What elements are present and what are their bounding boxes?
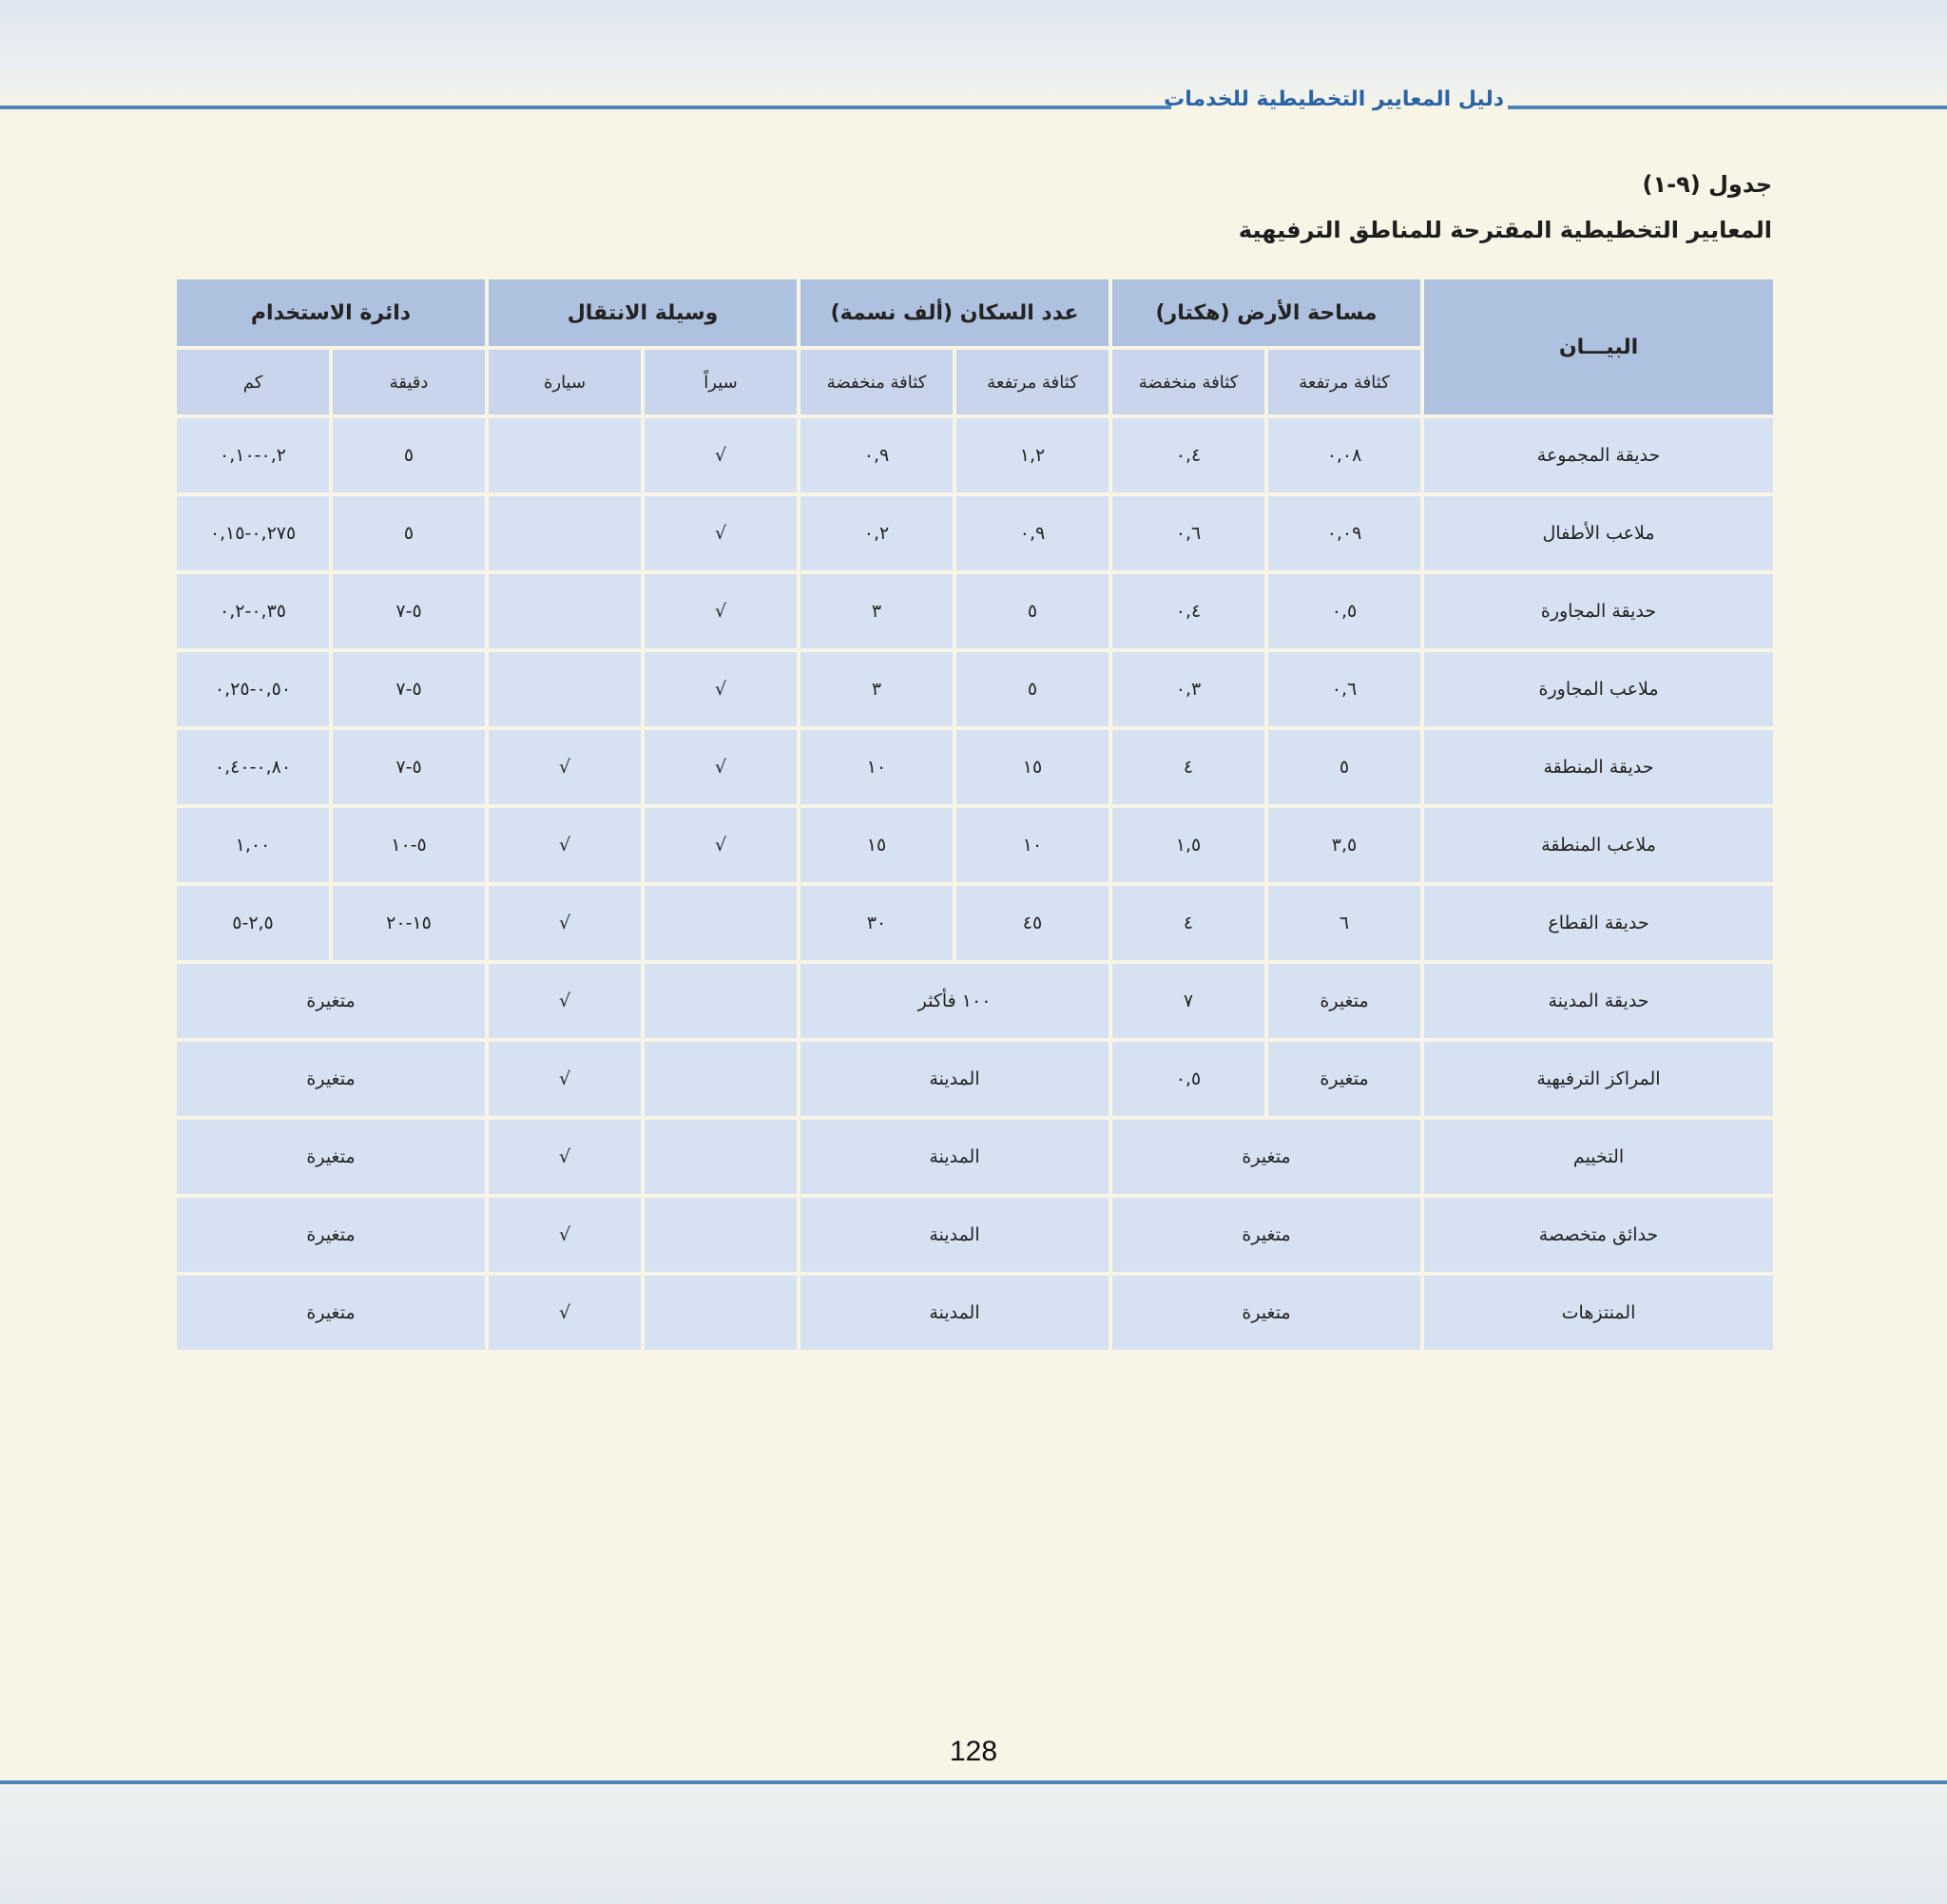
- row-label: حديقة القطاع: [1424, 886, 1773, 960]
- population-high-density-header: كثافة مرتفعة: [956, 350, 1108, 414]
- table-caption: المعايير التخطيطية المقترحة للمناطق الترفيهية: [1238, 217, 1772, 243]
- pop-low-cell: ٣: [800, 574, 953, 648]
- population-header: عدد السكان (ألف نسمة): [800, 279, 1108, 346]
- walk-cell: [645, 1042, 797, 1116]
- land-low-density-header: كثافة منخفضة: [1112, 350, 1264, 414]
- km-cell: ٠,٢-٠,١٠: [177, 418, 329, 492]
- planning-standards-table: [173, 276, 1777, 1354]
- table-row: [177, 1042, 1773, 1116]
- pop-high-cell: ٥: [956, 574, 1108, 648]
- pop-high-cell: ١٥: [956, 730, 1108, 804]
- radius-merged-cell: متغيرة: [177, 1120, 485, 1194]
- car-cell: √: [489, 886, 641, 960]
- car-cell: √: [489, 730, 641, 804]
- car-cell: √: [489, 1120, 641, 1194]
- land-low-cell: ٠,٣: [1112, 652, 1264, 726]
- footer-rule: [0, 1780, 1947, 1784]
- table-row: [177, 1120, 1773, 1194]
- row-label: حديقة المجموعة: [1424, 418, 1773, 492]
- table-row: [177, 574, 1773, 648]
- pop-high-cell: ١,٢: [956, 418, 1108, 492]
- km-header: كم: [177, 350, 329, 414]
- radius-merged-cell: متغيرة: [177, 1198, 485, 1272]
- land-high-cell: متغيرة: [1268, 964, 1420, 1038]
- minute-header: دقيقة: [333, 350, 485, 414]
- land-area-header: مساحة الأرض (هكتار): [1112, 279, 1420, 346]
- minute-cell: ٥: [333, 496, 485, 570]
- row-label: ملاعب المجاورة: [1424, 652, 1773, 726]
- land-high-cell: ٠,٦: [1268, 652, 1420, 726]
- table-row: [177, 1198, 1773, 1272]
- car-cell: √: [489, 1042, 641, 1116]
- car-cell: √: [489, 1276, 641, 1350]
- land-low-cell: ٠,٥: [1112, 1042, 1264, 1116]
- land-low-cell: ٤: [1112, 730, 1264, 804]
- row-label: حديقة المدينة: [1424, 964, 1773, 1038]
- row-label: حدائق متخصصة: [1424, 1198, 1773, 1272]
- km-cell: ٠,٨٠-٠,٤٠: [177, 730, 329, 804]
- row-label: المنتزهات: [1424, 1276, 1773, 1350]
- km-cell: ٢,٥-٥: [177, 886, 329, 960]
- land-low-cell: ٤: [1112, 886, 1264, 960]
- land-low-cell: ٠,٤: [1112, 418, 1264, 492]
- walk-cell: √: [645, 574, 797, 648]
- table-row: [177, 1276, 1773, 1350]
- walk-cell: [645, 964, 797, 1038]
- row-label: المراكز الترفيهية: [1424, 1042, 1773, 1116]
- car-cell: √: [489, 808, 641, 882]
- land-low-cell: ٧: [1112, 964, 1264, 1038]
- walk-cell: [645, 886, 797, 960]
- pop-low-cell: ٠,٢: [800, 496, 953, 570]
- land-high-cell: ٦: [1268, 886, 1420, 960]
- radius-merged-cell: متغيرة: [177, 1042, 485, 1116]
- car-cell: [489, 652, 641, 726]
- table-row: [177, 418, 1773, 492]
- minute-cell: ٥-٧: [333, 652, 485, 726]
- pop-high-cell: ٤٥: [956, 886, 1108, 960]
- pop-low-cell: ١٠: [800, 730, 953, 804]
- population-merged-cell: ١٠٠ فأكثر: [800, 964, 1108, 1038]
- land-high-cell: ٠,٥: [1268, 574, 1420, 648]
- walk-cell: √: [645, 496, 797, 570]
- land-merged-cell: متغيرة: [1112, 1276, 1420, 1350]
- minute-cell: ٥-٧: [333, 574, 485, 648]
- land-high-cell: متغيرة: [1268, 1042, 1420, 1116]
- km-cell: ٠,٣٥-٠,٢: [177, 574, 329, 648]
- pop-low-cell: ٣٠: [800, 886, 953, 960]
- car-cell: √: [489, 964, 641, 1038]
- table-row: [177, 964, 1773, 1038]
- table-row: [177, 886, 1773, 960]
- row-label: التخييم: [1424, 1120, 1773, 1194]
- population-merged-cell: المدينة: [800, 1276, 1108, 1350]
- group-header-row: [177, 279, 1773, 346]
- row-label: ملاعب الأطفال: [1424, 496, 1773, 570]
- walk-cell: [645, 1198, 797, 1272]
- walk-cell: √: [645, 730, 797, 804]
- radius-merged-cell: متغيرة: [177, 1276, 485, 1350]
- walk-cell: [645, 1276, 797, 1350]
- table-row: [177, 652, 1773, 726]
- pop-low-cell: ٠,٩: [800, 418, 953, 492]
- transport-header: وسيلة الانتقال: [489, 279, 797, 346]
- car-cell: [489, 574, 641, 648]
- land-high-density-header: كثافة مرتفعة: [1268, 350, 1420, 414]
- land-high-cell: ٠,٠٩: [1268, 496, 1420, 570]
- minute-cell: ٥: [333, 418, 485, 492]
- land-low-cell: ١,٥: [1112, 808, 1264, 882]
- running-header-title: دليل المعايير التخطيطية للخدمات: [1164, 87, 1504, 111]
- car-header: سيارة: [489, 350, 641, 414]
- land-high-cell: ٠,٠٨: [1268, 418, 1420, 492]
- pop-high-cell: ٥: [956, 652, 1108, 726]
- car-cell: [489, 418, 641, 492]
- minute-cell: ٥-١٠: [333, 808, 485, 882]
- table-row: [177, 496, 1773, 570]
- row-label: ملاعب المنطقة: [1424, 808, 1773, 882]
- bottom-background-band: [0, 1787, 1947, 1904]
- car-cell: √: [489, 1198, 641, 1272]
- land-low-cell: ٠,٦: [1112, 496, 1264, 570]
- walk-cell: √: [645, 652, 797, 726]
- km-cell: ١,٠٠: [177, 808, 329, 882]
- walk-cell: [645, 1120, 797, 1194]
- header-rule-right: [1508, 106, 1947, 109]
- population-merged-cell: المدينة: [800, 1198, 1108, 1272]
- km-cell: ٠,٥٠-٠,٢٥: [177, 652, 329, 726]
- land-merged-cell: متغيرة: [1112, 1120, 1420, 1194]
- row-label: حديقة المنطقة: [1424, 730, 1773, 804]
- table-row: [177, 808, 1773, 882]
- car-cell: [489, 496, 641, 570]
- minute-cell: ٥-٧: [333, 730, 485, 804]
- row-label: حديقة المجاورة: [1424, 574, 1773, 648]
- pop-high-cell: ٠,٩: [956, 496, 1108, 570]
- land-high-cell: ٣,٥: [1268, 808, 1420, 882]
- table-number: جدول (٩-١): [1642, 171, 1772, 198]
- pop-low-cell: ١٥: [800, 808, 953, 882]
- land-low-cell: ٠,٤: [1112, 574, 1264, 648]
- population-merged-cell: المدينة: [800, 1042, 1108, 1116]
- page-number: 128: [949, 1736, 998, 1767]
- radius-merged-cell: متغيرة: [177, 964, 485, 1038]
- pop-high-cell: ١٠: [956, 808, 1108, 882]
- population-merged-cell: المدينة: [800, 1120, 1108, 1194]
- walk-header: سيراً: [645, 350, 797, 414]
- population-low-density-header: كثافة منخفضة: [800, 350, 953, 414]
- label-column-header: البيـــان: [1424, 279, 1773, 414]
- header-rule-left: [0, 106, 1171, 109]
- pop-low-cell: ٣: [800, 652, 953, 726]
- table-row: [177, 730, 1773, 804]
- land-merged-cell: متغيرة: [1112, 1198, 1420, 1272]
- km-cell: ٠,٢٧٥-٠,١٥: [177, 496, 329, 570]
- walk-cell: √: [645, 808, 797, 882]
- service-radius-header: دائرة الاستخدام: [177, 279, 485, 346]
- land-high-cell: ٥: [1268, 730, 1420, 804]
- walk-cell: √: [645, 418, 797, 492]
- minute-cell: ١٥-٢٠: [333, 886, 485, 960]
- top-background-band: [0, 0, 1947, 105]
